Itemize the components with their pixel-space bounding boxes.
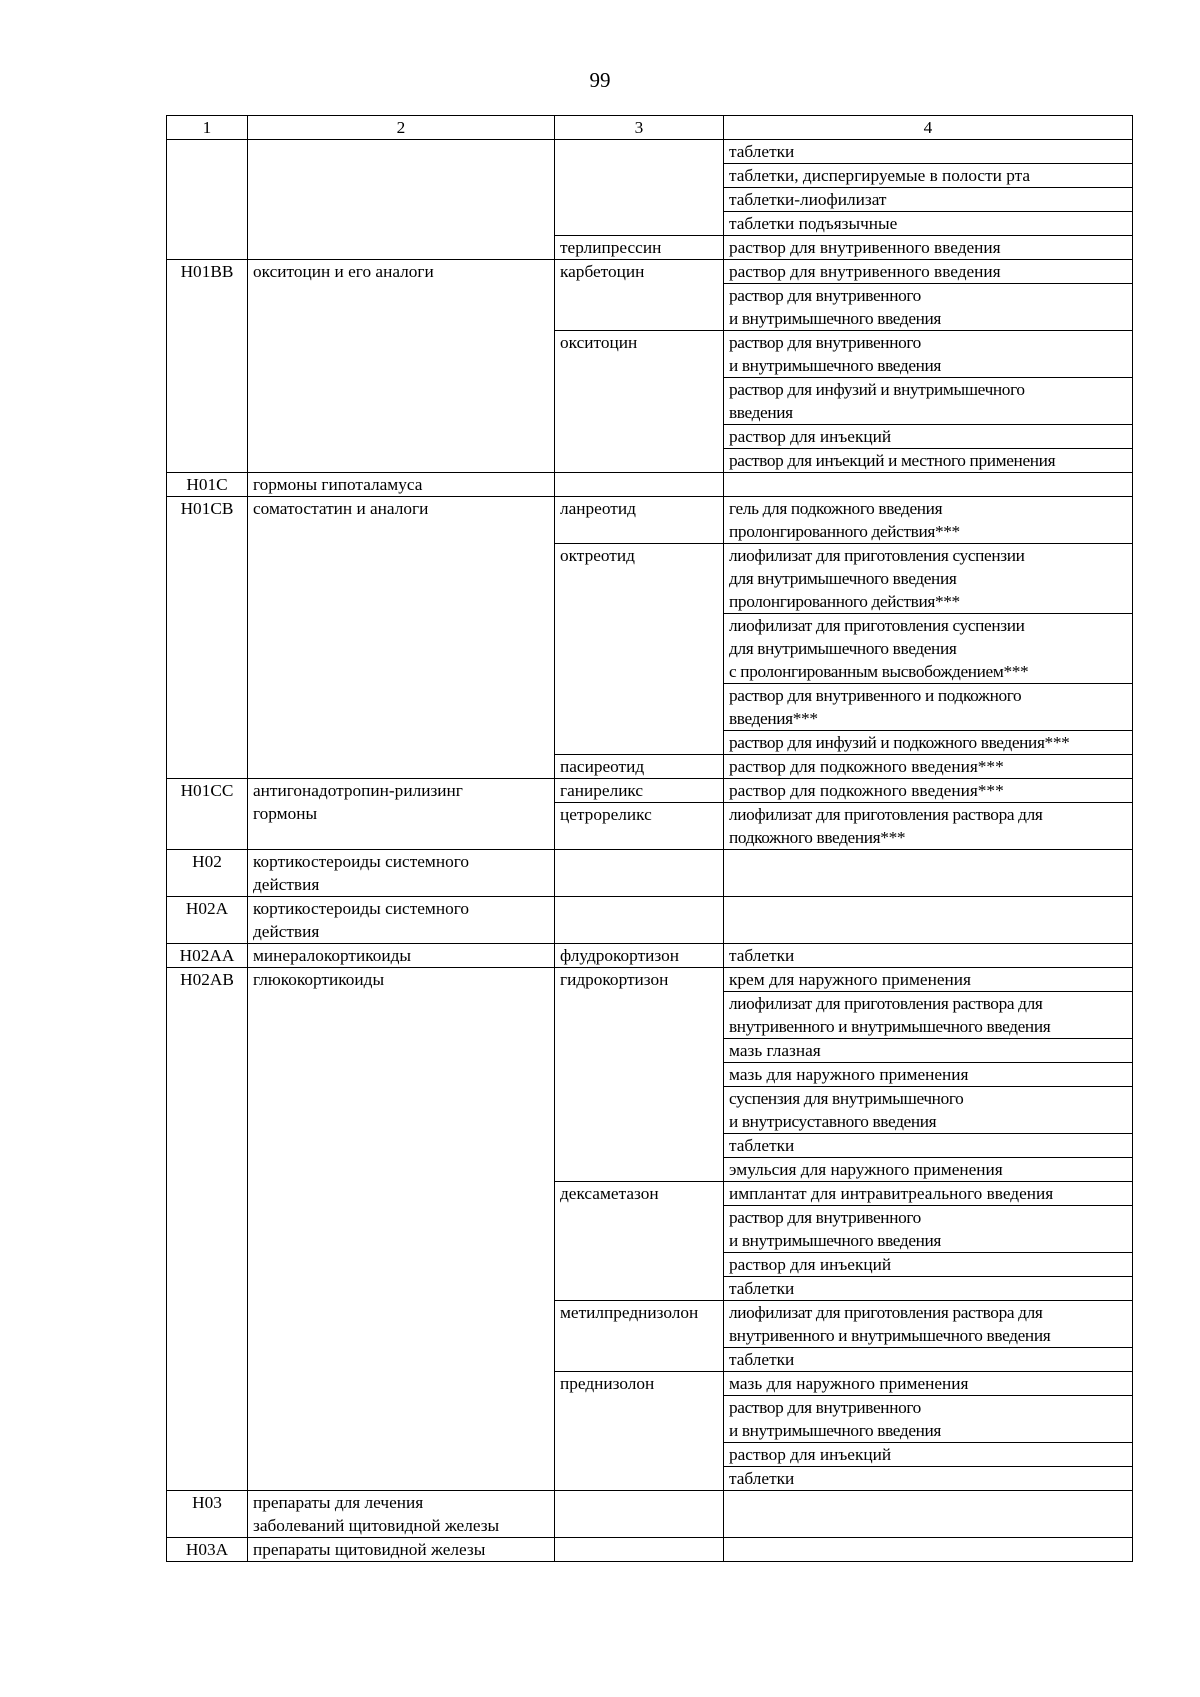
- atc-code-cell: H01CB: [167, 497, 248, 779]
- dosage-form: [724, 1538, 1132, 1561]
- column-header: 4: [724, 116, 1133, 140]
- dosage-forms-cell: [724, 1182, 1133, 1301]
- drug-name-cell: [555, 473, 724, 497]
- dosage-form: [724, 850, 1132, 873]
- group-name-cell: препараты щитовидной железы: [248, 1538, 555, 1562]
- dosage-form: раствор для инъекций: [724, 1253, 1132, 1277]
- table-row: [167, 260, 1133, 331]
- dosage-forms-cell: [724, 260, 1133, 331]
- atc-code-cell: H03A: [167, 1538, 248, 1562]
- dosage-form: [724, 1491, 1132, 1514]
- group-name-cell: глюкокортикоиды: [248, 968, 555, 1491]
- dosage-form: таблетки: [729, 1350, 795, 1369]
- table-row: [167, 140, 1133, 236]
- drug-name-cell: [555, 1538, 724, 1562]
- dosage-form: суспензия для внутримышечного и внутрисуставного введения: [724, 1087, 1132, 1134]
- atc-code-cell: H03: [167, 1491, 248, 1538]
- table-row: [167, 497, 1133, 544]
- atc-code-cell: H02A: [167, 897, 248, 944]
- dosage-form: таблетки: [724, 1134, 1132, 1158]
- drug-name-cell: преднизолон: [555, 1372, 724, 1491]
- drug-name-cell: терлипрессин: [555, 236, 724, 260]
- drug-name-cell: ганиреликс: [555, 779, 724, 803]
- dosage-form: мазь для наружного применения: [724, 1372, 1132, 1396]
- group-name-cell: кортикостероиды системного действия: [248, 850, 555, 897]
- table-row: [167, 897, 1133, 944]
- drug-name-cell: гидрокортизон: [555, 968, 724, 1182]
- dosage-forms-cell: [724, 779, 1133, 803]
- dosage-form: раствор для внутривенного введения: [724, 260, 1132, 284]
- atc-code-cell: H01C: [167, 473, 248, 497]
- header-row: [167, 116, 1133, 140]
- drug-name-cell: карбетоцин: [555, 260, 724, 331]
- drug-name-cell: дексаметазон: [555, 1182, 724, 1301]
- dosage-forms-cell: [724, 1538, 1133, 1562]
- dosage-forms-cell: [724, 1491, 1133, 1538]
- dosage-form: гель для подкожного введения пролонгированного действия***: [729, 499, 960, 541]
- atc-code-cell: H02: [167, 850, 248, 897]
- dosage-form: раствор для внутривенного и внутримышечного введения: [724, 1396, 1132, 1443]
- drug-name-cell: [555, 1491, 724, 1538]
- dosage-form: раствор для подкожного введения***: [729, 757, 1004, 776]
- dosage-form: таблетки: [724, 140, 1132, 164]
- dosage-form: [724, 897, 1132, 920]
- dosage-form: таблетки подъязычные: [729, 214, 898, 233]
- atc-code-cell: H02AA: [167, 944, 248, 968]
- drug-table: [166, 115, 1133, 1562]
- dosage-forms-cell: [724, 236, 1133, 260]
- dosage-form: раствор для инъекций: [724, 425, 1132, 449]
- drug-name-cell: [555, 850, 724, 897]
- dosage-form: эмульсия для наружного применения: [729, 1160, 1003, 1179]
- dosage-form: лиофилизат для приготовления раствора для подкожного введения***: [729, 805, 1043, 847]
- drug-name-cell: пасиреотид: [555, 755, 724, 779]
- page-number: 99: [589, 68, 611, 92]
- dosage-form: раствор для внутривенного и внутримышечного введения: [724, 331, 1132, 378]
- dosage-forms-cell: [724, 755, 1133, 779]
- column-header: 2: [248, 116, 555, 140]
- dosage-form: раствор для внутривенного и внутримышечного введения: [724, 1206, 1132, 1253]
- group-name-cell: минералокортикоиды: [248, 944, 555, 968]
- dosage-form: таблетки: [729, 1279, 795, 1298]
- dosage-form: раствор для внутривенного введения: [729, 238, 1001, 257]
- atc-code-cell: H02AB: [167, 968, 248, 1491]
- dosage-form: таблетки: [729, 946, 795, 965]
- dosage-forms-cell: [724, 140, 1133, 236]
- dosage-form: раствор для инфузий и подкожного введения***: [729, 733, 1070, 752]
- dosage-forms-cell: [724, 850, 1133, 897]
- dosage-forms-cell: [724, 968, 1133, 1182]
- group-name-cell: препараты для лечения заболеваний щитовидной железы: [248, 1491, 555, 1538]
- drug-name-cell: окситоцин: [555, 331, 724, 473]
- dosage-forms-cell: [724, 1372, 1133, 1491]
- drug-name-cell: ланреотид: [555, 497, 724, 544]
- drug-name-cell: [555, 897, 724, 944]
- atc-code-cell: H01BB: [167, 260, 248, 473]
- dosage-form: таблетки-лиофилизат: [724, 188, 1132, 212]
- dosage-forms-cell: [724, 1301, 1133, 1372]
- table-row: [167, 850, 1133, 897]
- dosage-form: мазь для наружного применения: [724, 1063, 1132, 1087]
- table-row: [167, 968, 1133, 1182]
- dosage-form: раствор для инфузий и внутримышечного введения: [724, 378, 1132, 425]
- drug-name-cell: метилпреднизолон: [555, 1301, 724, 1372]
- drug-name-cell: октреотид: [555, 544, 724, 755]
- atc-code-cell: [167, 140, 248, 260]
- dosage-form: лиофилизат для приготовления раствора для внутривенного и внутримышечного введения: [724, 1301, 1132, 1348]
- dosage-forms-cell: [724, 544, 1133, 755]
- dosage-form: таблетки: [729, 1469, 795, 1488]
- table-row: [167, 944, 1133, 968]
- drug-name-cell: флудрокортизон: [555, 944, 724, 968]
- group-name-cell: соматостатин и аналоги: [248, 497, 555, 779]
- dosage-form: лиофилизат для приготовления суспензии для внутримышечного введения пролонгированного действия***: [724, 544, 1132, 614]
- dosage-form: крем для наружного применения: [724, 968, 1132, 992]
- table-row: [167, 473, 1133, 497]
- group-name-cell: кортикостероиды системного действия: [248, 897, 555, 944]
- group-name-cell: гормоны гипоталамуса: [248, 473, 555, 497]
- group-name-cell: окситоцин и его аналоги: [248, 260, 555, 473]
- atc-code-cell: H01CC: [167, 779, 248, 850]
- dosage-form: лиофилизат для приготовления суспензии для внутримышечного введения с пролонгированным высвобождением***: [724, 614, 1132, 684]
- dosage-form: [724, 473, 1132, 496]
- dosage-form: лиофилизат для приготовления раствора для внутривенного и внутримышечного введения: [724, 992, 1132, 1039]
- dosage-forms-cell: [724, 803, 1133, 850]
- dosage-form: раствор для внутривенного и подкожного введения***: [724, 684, 1132, 731]
- dosage-forms-cell: [724, 897, 1133, 944]
- column-header: 3: [555, 116, 724, 140]
- dosage-form: раствор для инъекций: [724, 1443, 1132, 1467]
- dosage-forms-cell: [724, 944, 1133, 968]
- table-body: [167, 116, 1133, 1562]
- dosage-form: раствор для внутривенного и внутримышечного введения: [729, 286, 942, 328]
- table-row: [167, 1538, 1133, 1562]
- dosage-form: мазь глазная: [724, 1039, 1132, 1063]
- drug-name-cell: [555, 140, 724, 236]
- drug-name-cell: цетрореликс: [555, 803, 724, 850]
- group-name-cell: [248, 140, 555, 260]
- dosage-forms-cell: [724, 473, 1133, 497]
- dosage-form: таблетки, диспергируемые в полости рта: [724, 164, 1132, 188]
- column-header: 1: [167, 116, 248, 140]
- table-row: [167, 1491, 1133, 1538]
- dosage-forms-cell: [724, 497, 1133, 544]
- dosage-forms-cell: [724, 331, 1133, 473]
- dosage-form: имплантат для интравитреального введения: [724, 1182, 1132, 1206]
- group-name-cell: антигонадотропин-рилизинг гормоны: [248, 779, 555, 850]
- dosage-form: раствор для подкожного введения***: [729, 781, 1004, 800]
- dosage-form: раствор для инъекций и местного применения: [729, 451, 1056, 470]
- table-row: [167, 779, 1133, 803]
